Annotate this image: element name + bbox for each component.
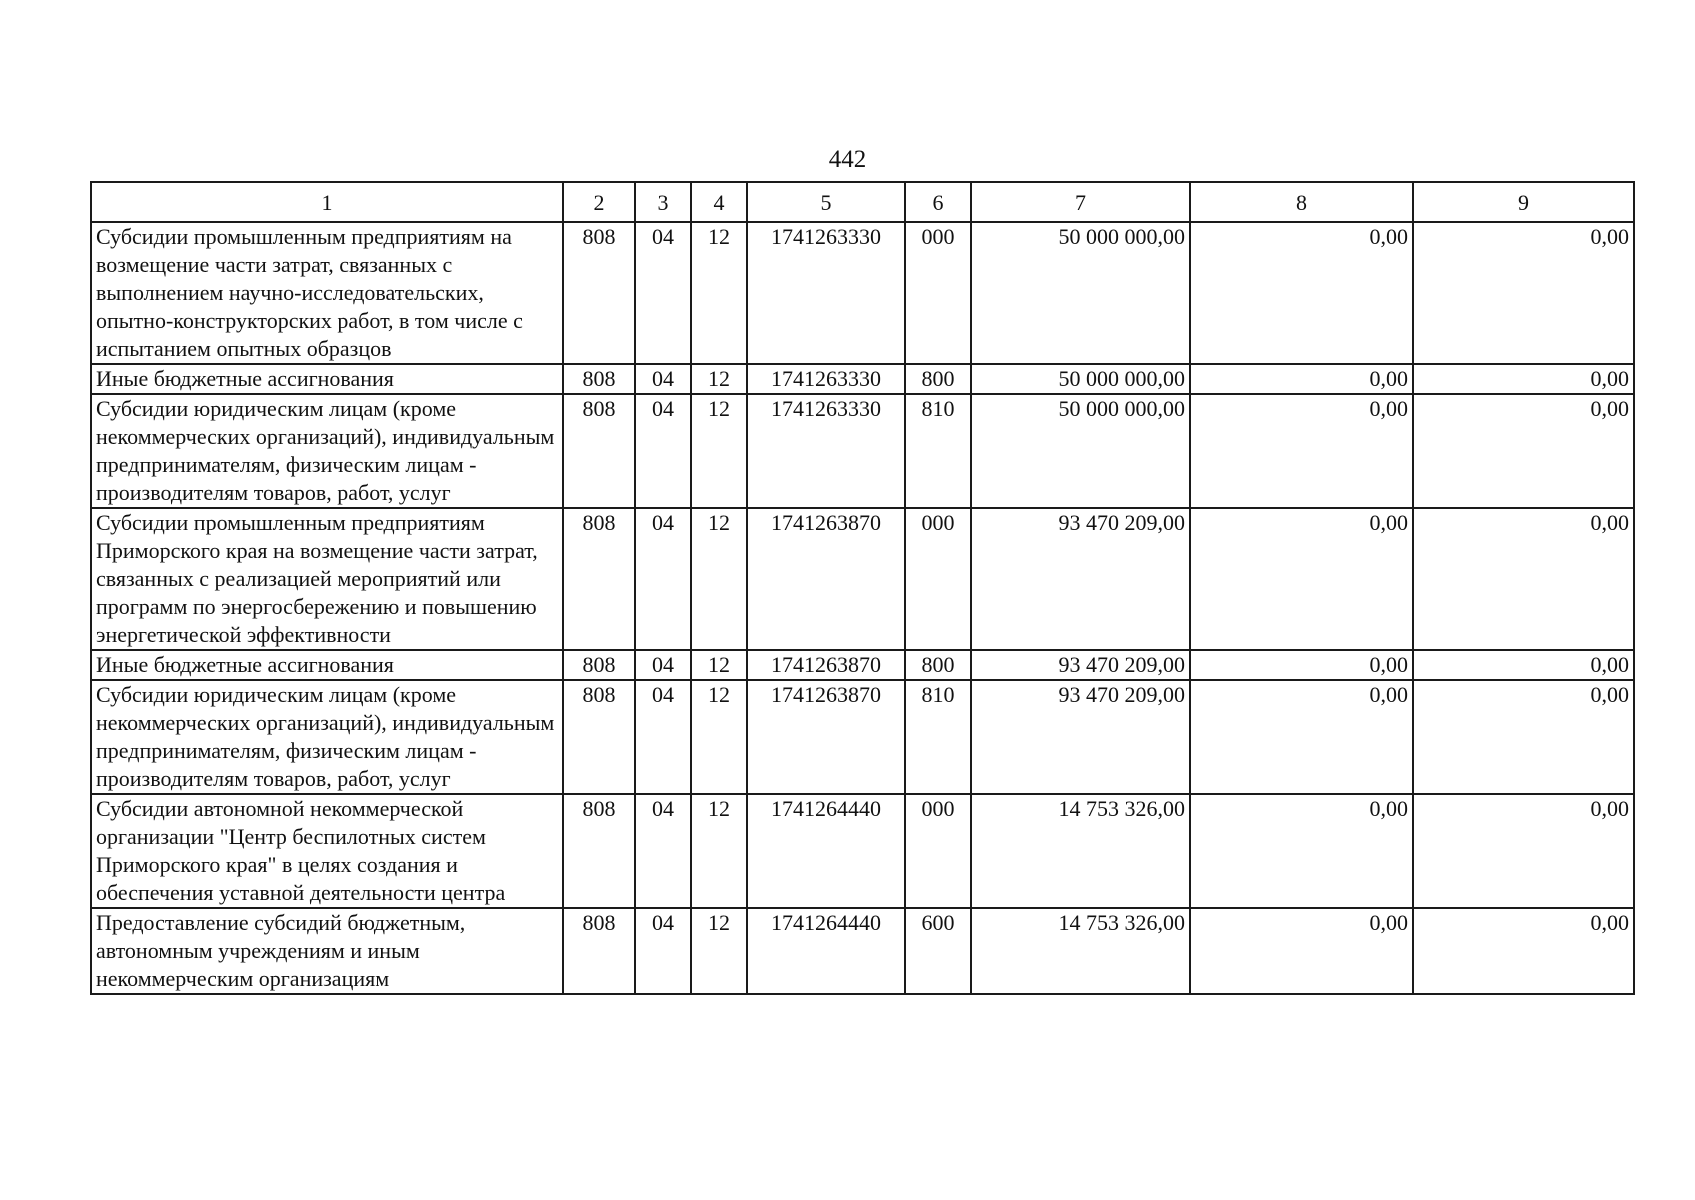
header-cell: 7 bbox=[971, 182, 1190, 222]
expense-type-code: 000 bbox=[905, 794, 971, 908]
header-cell: 2 bbox=[563, 182, 635, 222]
table-row bbox=[91, 394, 1634, 508]
header-cell: 6 bbox=[905, 182, 971, 222]
table-row bbox=[91, 794, 1634, 908]
subsection-code: 12 bbox=[691, 364, 747, 394]
ministry-code: 808 bbox=[563, 650, 635, 680]
ministry-code: 808 bbox=[563, 794, 635, 908]
section-code: 04 bbox=[635, 908, 691, 994]
amount-col-9: 0,00 bbox=[1413, 908, 1634, 994]
amount-col-9: 0,00 bbox=[1413, 680, 1634, 794]
table-row bbox=[91, 508, 1634, 650]
amount-col-9: 0,00 bbox=[1413, 508, 1634, 650]
section-code: 04 bbox=[635, 394, 691, 508]
target-article-code: 1741264440 bbox=[747, 908, 905, 994]
subsection-code: 12 bbox=[691, 222, 747, 364]
amount-col-9: 0,00 bbox=[1413, 222, 1634, 364]
expense-type-code: 800 bbox=[905, 364, 971, 394]
row-name: Иные бюджетные ассигнования bbox=[91, 650, 563, 680]
header-cell: 3 bbox=[635, 182, 691, 222]
expense-type-code: 810 bbox=[905, 394, 971, 508]
subsection-code: 12 bbox=[691, 680, 747, 794]
target-article-code: 1741263870 bbox=[747, 508, 905, 650]
row-name: Субсидии промышленным предприятиям Приморского края на возмещение части затрат, связанных с реализацией мероприятий или программ по энергосбережению и повышению энергетической эффективности bbox=[91, 508, 563, 650]
ministry-code: 808 bbox=[563, 222, 635, 364]
target-article-code: 1741264440 bbox=[747, 794, 905, 908]
amount-col-8: 0,00 bbox=[1190, 508, 1413, 650]
header-cell: 5 bbox=[747, 182, 905, 222]
amount-col-9: 0,00 bbox=[1413, 794, 1634, 908]
amount-col-7: 50 000 000,00 bbox=[971, 364, 1190, 394]
target-article-code: 1741263330 bbox=[747, 364, 905, 394]
amount-col-7: 93 470 209,00 bbox=[971, 650, 1190, 680]
header-row bbox=[91, 182, 1634, 222]
expense-type-code: 810 bbox=[905, 680, 971, 794]
row-name: Предоставление субсидий бюджетным, автономным учреждениям и иным некоммерческим организациям bbox=[91, 908, 563, 994]
ministry-code: 808 bbox=[563, 908, 635, 994]
table-row bbox=[91, 908, 1634, 994]
header-cell: 1 bbox=[91, 182, 563, 222]
section-code: 04 bbox=[635, 680, 691, 794]
page-number: 442 bbox=[828, 146, 867, 173]
amount-col-8: 0,00 bbox=[1190, 794, 1413, 908]
amount-col-8: 0,00 bbox=[1190, 680, 1413, 794]
amount-col-8: 0,00 bbox=[1190, 222, 1413, 364]
ministry-code: 808 bbox=[563, 364, 635, 394]
amount-col-9: 0,00 bbox=[1413, 650, 1634, 680]
target-article-code: 1741263330 bbox=[747, 222, 905, 364]
header-cell: 8 bbox=[1190, 182, 1413, 222]
row-name: Субсидии юридическим лицам (кроме некоммерческих организаций), индивидуальным предпринимателям, физическим лицам - производителям товаров, работ, услуг bbox=[91, 680, 563, 794]
amount-col-7: 50 000 000,00 bbox=[971, 222, 1190, 364]
amount-col-9: 0,00 bbox=[1413, 394, 1634, 508]
section-code: 04 bbox=[635, 794, 691, 908]
subsection-code: 12 bbox=[691, 908, 747, 994]
section-code: 04 bbox=[635, 650, 691, 680]
budget-table bbox=[90, 181, 1635, 995]
subsection-code: 12 bbox=[691, 394, 747, 508]
amount-col-7: 93 470 209,00 bbox=[971, 680, 1190, 794]
target-article-code: 1741263870 bbox=[747, 680, 905, 794]
header-cell: 4 bbox=[691, 182, 747, 222]
subsection-code: 12 bbox=[691, 508, 747, 650]
row-name: Субсидии юридическим лицам (кроме некоммерческих организаций), индивидуальным предпринимателям, физическим лицам - производителям товаров, работ, услуг bbox=[91, 394, 563, 508]
target-article-code: 1741263330 bbox=[747, 394, 905, 508]
ministry-code: 808 bbox=[563, 680, 635, 794]
section-code: 04 bbox=[635, 364, 691, 394]
expense-type-code: 000 bbox=[905, 508, 971, 650]
amount-col-7: 50 000 000,00 bbox=[971, 394, 1190, 508]
expense-type-code: 600 bbox=[905, 908, 971, 994]
table-row bbox=[91, 680, 1634, 794]
amount-col-8: 0,00 bbox=[1190, 394, 1413, 508]
subsection-code: 12 bbox=[691, 794, 747, 908]
amount-col-7: 14 753 326,00 bbox=[971, 794, 1190, 908]
subsection-code: 12 bbox=[691, 650, 747, 680]
expense-type-code: 800 bbox=[905, 650, 971, 680]
row-name: Субсидии автономной некоммерческой организации "Центр беспилотных систем Приморского края" в целях создания и обеспечения уставной деятельности центра bbox=[91, 794, 563, 908]
table-row bbox=[91, 222, 1634, 364]
table-row bbox=[91, 650, 1634, 680]
amount-col-8: 0,00 bbox=[1190, 364, 1413, 394]
ministry-code: 808 bbox=[563, 394, 635, 508]
row-name: Субсидии промышленным предприятиям на возмещение части затрат, связанных с выполнением научно-исследовательских, опытно-конструкторских работ, в том числе с испытанием опытных образцов bbox=[91, 222, 563, 364]
ministry-code: 808 bbox=[563, 508, 635, 650]
amount-col-7: 14 753 326,00 bbox=[971, 908, 1190, 994]
amount-col-9: 0,00 bbox=[1413, 364, 1634, 394]
row-name: Иные бюджетные ассигнования bbox=[91, 364, 563, 394]
amount-col-7: 93 470 209,00 bbox=[971, 508, 1190, 650]
table-row bbox=[91, 364, 1634, 394]
amount-col-8: 0,00 bbox=[1190, 650, 1413, 680]
target-article-code: 1741263870 bbox=[747, 650, 905, 680]
section-code: 04 bbox=[635, 508, 691, 650]
amount-col-8: 0,00 bbox=[1190, 908, 1413, 994]
expense-type-code: 000 bbox=[905, 222, 971, 364]
section-code: 04 bbox=[635, 222, 691, 364]
header-cell: 9 bbox=[1413, 182, 1634, 222]
